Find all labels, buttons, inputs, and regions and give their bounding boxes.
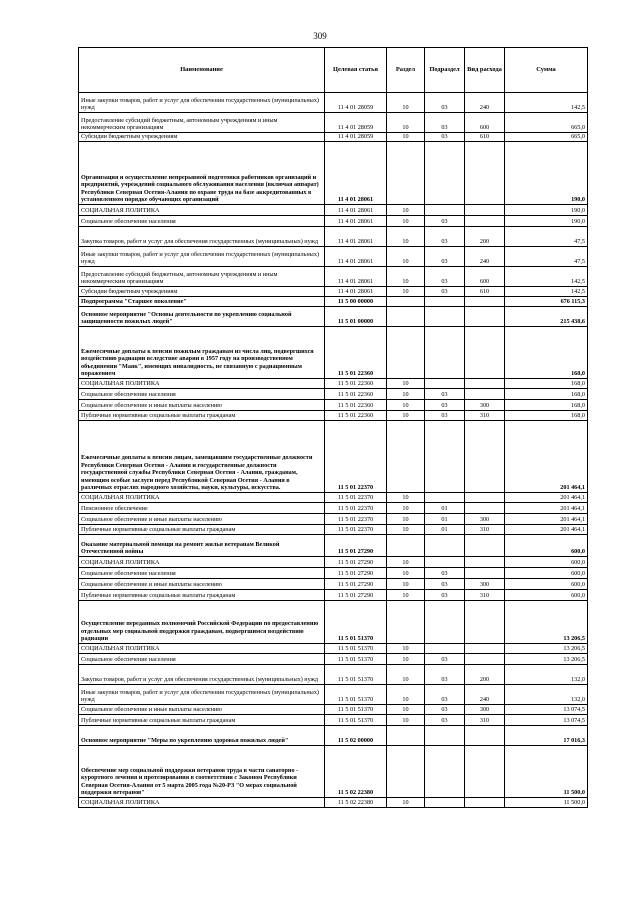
cell-expense-type [465, 205, 505, 216]
cell-name: СОЦИАЛЬНАЯ ПОЛИТИКА [79, 798, 325, 808]
cell-sum: 665,0 [505, 133, 588, 142]
table-row [79, 590, 588, 601]
cell-code: 11 5 01 27290 [325, 590, 387, 601]
cell-code: 11 4 01 28061 [325, 287, 387, 297]
cell-code: 11 5 02 22380 [325, 798, 387, 808]
cell-sum: 168,0 [505, 379, 588, 389]
cell-sum: 201 464,1 [505, 514, 588, 525]
cell-code: 11 4 01 28061 [325, 247, 387, 267]
cell-section: 10 [387, 503, 425, 514]
cell-section: 10 [387, 557, 425, 568]
cell-sum: 600,0 [505, 590, 588, 601]
cell-sum: 201 464,1 [505, 525, 588, 535]
cell-name: Публичные нормативные социальные выплаты гражданам [79, 590, 325, 601]
cell-subsection [425, 297, 465, 307]
table-row [79, 307, 588, 327]
cell-section: 10 [387, 798, 425, 808]
cell-subsection: 03 [425, 133, 465, 142]
cell-section: 10 [387, 568, 425, 579]
cell-name: Ежемесячные доплаты к пенсии лицам, замещавшим государственные должности Республики Северная Осетия - Алания и государственные должности государственной службы Республики Северная Осетия - Алания, гражданам, имеющим особые заслуги перед Республикой Северная Осетия - Алания в различных отраслях народного хозяйства, науки, культуры, искусства. [79, 421, 325, 493]
cell-section: 10 [387, 705, 425, 715]
cell-sum: 11 500,0 [505, 798, 588, 808]
cell-section [387, 726, 425, 746]
cell-sum: 600,0 [505, 535, 588, 557]
cell-sum: 190,0 [505, 142, 588, 205]
cell-subsection: 03 [425, 267, 465, 287]
cell-sum: 168,0 [505, 389, 588, 400]
cell-subsection [425, 205, 465, 216]
cell-expense-type [465, 726, 505, 746]
cell-sum: 215 438,6 [505, 307, 588, 327]
table-row [79, 113, 588, 133]
column-header-section: Раздел [387, 48, 425, 93]
cell-section: 10 [387, 287, 425, 297]
cell-code: 11 4 01 28059 [325, 133, 387, 142]
cell-expense-type: 240 [465, 685, 505, 705]
table-row [79, 665, 588, 685]
table-row [79, 267, 588, 287]
table-row [79, 142, 588, 205]
cell-name: Социальное обеспечение населения [79, 568, 325, 579]
cell-code: 11 4 01 28061 [325, 216, 387, 227]
cell-sum: 47,5 [505, 227, 588, 247]
cell-expense-type [465, 379, 505, 389]
cell-code: 11 5 01 22360 [325, 411, 387, 421]
cell-subsection [425, 142, 465, 205]
table-row [79, 205, 588, 216]
cell-subsection: 03 [425, 705, 465, 715]
cell-code: 11 5 01 22360 [325, 327, 387, 379]
cell-expense-type: 240 [465, 247, 505, 267]
table-row [79, 133, 588, 142]
cell-name: Субсидии бюджетным учреждениям [79, 133, 325, 142]
cell-name: СОЦИАЛЬНАЯ ПОЛИТИКА [79, 205, 325, 216]
cell-section: 10 [387, 205, 425, 216]
table-row [79, 798, 588, 808]
cell-code: 11 5 01 22360 [325, 400, 387, 411]
cell-subsection: 01 [425, 514, 465, 525]
table-row [79, 715, 588, 726]
cell-name: Основное мероприятие "Основы деятельности по укреплению социальной защищенности пожилых людей" [79, 307, 325, 327]
cell-code: 11 5 01 22370 [325, 525, 387, 535]
cell-expense-type [465, 568, 505, 579]
cell-name: Иные закупки товаров, работ и услуг для обеспечения государственных (муниципальных) нужд [79, 247, 325, 267]
cell-expense-type: 300 [465, 514, 505, 525]
cell-name: Публичные нормативные социальные выплаты гражданам [79, 715, 325, 726]
cell-section [387, 535, 425, 557]
cell-code: 11 4 01 28059 [325, 93, 387, 113]
cell-subsection: 03 [425, 411, 465, 421]
cell-subsection [425, 726, 465, 746]
cell-sum: 201 464,1 [505, 421, 588, 493]
cell-subsection [425, 557, 465, 568]
cell-expense-type [465, 654, 505, 665]
cell-subsection: 03 [425, 715, 465, 726]
cell-subsection [425, 379, 465, 389]
cell-expense-type [465, 297, 505, 307]
cell-expense-type: 300 [465, 400, 505, 411]
cell-sum: 168,0 [505, 411, 588, 421]
table-row [79, 726, 588, 746]
cell-subsection: 03 [425, 665, 465, 685]
table-row [79, 247, 588, 267]
table-row [79, 93, 588, 113]
cell-section [387, 297, 425, 307]
cell-subsection [425, 601, 465, 644]
cell-expense-type [465, 746, 505, 798]
table-row [79, 535, 588, 557]
column-header-expense-type: Вид расхода [465, 48, 505, 93]
cell-section: 10 [387, 644, 425, 654]
cell-subsection: 03 [425, 287, 465, 297]
cell-expense-type [465, 327, 505, 379]
cell-code: 11 5 01 22370 [325, 503, 387, 514]
cell-code: 11 5 01 00000 [325, 307, 387, 327]
cell-section: 10 [387, 267, 425, 287]
cell-subsection: 03 [425, 113, 465, 133]
cell-name: Социальное обеспечение населения [79, 216, 325, 227]
cell-subsection: 03 [425, 590, 465, 601]
cell-code: 11 5 01 27290 [325, 557, 387, 568]
cell-section: 10 [387, 665, 425, 685]
cell-expense-type: 600 [465, 113, 505, 133]
cell-name: Подпрограмма "Старшее поколение" [79, 297, 325, 307]
cell-name: СОЦИАЛЬНАЯ ПОЛИТИКА [79, 644, 325, 654]
cell-sum: 676 115,3 [505, 297, 588, 307]
cell-subsection: 03 [425, 568, 465, 579]
cell-code: 11 5 01 22370 [325, 514, 387, 525]
cell-code: 11 4 01 28061 [325, 142, 387, 205]
table-row [79, 579, 588, 590]
table-row [79, 327, 588, 379]
cell-expense-type [465, 421, 505, 493]
cell-name: Субсидии бюджетным учреждениям [79, 287, 325, 297]
table-row [79, 216, 588, 227]
column-header-name: Наименование [79, 48, 325, 93]
cell-expense-type [465, 535, 505, 557]
cell-code: 11 5 01 27290 [325, 535, 387, 557]
cell-name: Социальное обеспечение населения [79, 654, 325, 665]
cell-expense-type: 310 [465, 525, 505, 535]
table-row [79, 685, 588, 705]
cell-name: Организация и осуществление непрерывной подготовки работников организаций и предприятий, учреждений социального обслуживания населения (включая аппарат) Республики Северная Осетия-Алания по охране труда на базе аккредитованных в установленном порядке обучающих организаций [79, 142, 325, 205]
cell-expense-type: 200 [465, 665, 505, 685]
cell-sum: 11 500,0 [505, 746, 588, 798]
cell-expense-type [465, 557, 505, 568]
table-row [79, 379, 588, 389]
cell-sum: 142,5 [505, 267, 588, 287]
cell-subsection [425, 798, 465, 808]
cell-expense-type [465, 216, 505, 227]
cell-name: Пенсионное обеспечение [79, 503, 325, 514]
cell-section: 10 [387, 113, 425, 133]
cell-code: 11 4 01 28061 [325, 267, 387, 287]
cell-expense-type [465, 798, 505, 808]
cell-section: 10 [387, 227, 425, 247]
cell-section: 10 [387, 133, 425, 142]
cell-subsection: 03 [425, 93, 465, 113]
cell-name: Публичные нормативные социальные выплаты гражданам [79, 411, 325, 421]
budget-table [78, 47, 588, 808]
cell-name: СОЦИАЛЬНАЯ ПОЛИТИКА [79, 379, 325, 389]
table-row [79, 421, 588, 493]
table-row [79, 705, 588, 715]
cell-sum: 132,0 [505, 665, 588, 685]
cell-expense-type: 610 [465, 287, 505, 297]
cell-expense-type: 300 [465, 579, 505, 590]
cell-code: 11 5 00 00000 [325, 297, 387, 307]
cell-name: Социальное обеспечение и иные выплаты населению [79, 400, 325, 411]
table-row [79, 400, 588, 411]
cell-code: 11 5 02 00000 [325, 726, 387, 746]
cell-sum: 13 206,5 [505, 644, 588, 654]
cell-sum: 168,0 [505, 400, 588, 411]
cell-expense-type: 200 [465, 227, 505, 247]
cell-expense-type [465, 389, 505, 400]
table-row [79, 654, 588, 665]
table-row [79, 503, 588, 514]
cell-expense-type [465, 644, 505, 654]
table-row [79, 411, 588, 421]
cell-section [387, 307, 425, 327]
cell-name: Ежемесячные доплаты к пенсии пожилым гражданам из числа лиц, подвергшихся воздействию радиации вследствие аварии в 1957 году на производственном объединении "Маяк", имеющих инвалидность, не связанную с радиационным поражением [79, 327, 325, 379]
cell-section: 10 [387, 579, 425, 590]
cell-code: 11 5 01 51370 [325, 601, 387, 644]
cell-code: 11 5 01 22360 [325, 389, 387, 400]
cell-section [387, 142, 425, 205]
cell-sum: 13 074,5 [505, 705, 588, 715]
cell-name: Осуществление переданных полномочий Российской Федерации по предоставлению отдельных мер социальной поддержки гражданам, подвергшимся воздействию радиации [79, 601, 325, 644]
page-number: 309 [313, 31, 327, 41]
cell-subsection: 03 [425, 216, 465, 227]
table-row [79, 297, 588, 307]
cell-subsection: 03 [425, 685, 465, 705]
cell-name: Закупка товаров, работ и услуг для обеспечения государственных (муниципальных) нужд [79, 227, 325, 247]
cell-name: Основное мероприятие "Меры по укреплению здоровья пожилых людей" [79, 726, 325, 746]
cell-section: 10 [387, 411, 425, 421]
cell-expense-type: 310 [465, 715, 505, 726]
cell-code: 11 5 01 51370 [325, 715, 387, 726]
cell-code: 11 5 02 22380 [325, 746, 387, 798]
cell-sum: 201 464,1 [505, 503, 588, 514]
cell-name: Социальное обеспечение населения [79, 389, 325, 400]
cell-code: 11 4 01 28061 [325, 227, 387, 247]
table-row [79, 568, 588, 579]
cell-section: 10 [387, 590, 425, 601]
cell-sum: 168,0 [505, 327, 588, 379]
column-header-code: Целевая статья [325, 48, 387, 93]
table-row [79, 227, 588, 247]
cell-sum: 13 206,5 [505, 654, 588, 665]
cell-name: Иные закупки товаров, работ и услуг для обеспечения государственных (муниципальных) нужд [79, 685, 325, 705]
cell-section: 10 [387, 216, 425, 227]
cell-code: 11 5 01 51370 [325, 705, 387, 715]
cell-name: СОЦИАЛЬНАЯ ПОЛИТИКА [79, 557, 325, 568]
cell-code: 11 5 01 27290 [325, 568, 387, 579]
cell-subsection [425, 535, 465, 557]
cell-sum: 665,0 [505, 113, 588, 133]
cell-code: 11 4 01 28061 [325, 205, 387, 216]
cell-section: 10 [387, 379, 425, 389]
cell-sum: 600,0 [505, 579, 588, 590]
cell-subsection: 03 [425, 389, 465, 400]
cell-section: 10 [387, 715, 425, 726]
cell-section: 10 [387, 493, 425, 503]
table-row [79, 493, 588, 503]
table-row [79, 525, 588, 535]
cell-subsection [425, 421, 465, 493]
table-row [79, 746, 588, 798]
cell-code: 11 5 01 51370 [325, 685, 387, 705]
cell-sum: 13 074,5 [505, 715, 588, 726]
cell-code: 11 5 01 22370 [325, 421, 387, 493]
table-row [79, 644, 588, 654]
cell-name: Социальное обеспечение и иные выплаты населению [79, 705, 325, 715]
cell-subsection [425, 493, 465, 503]
cell-name: Социальное обеспечение и иные выплаты населению [79, 579, 325, 590]
cell-section: 10 [387, 247, 425, 267]
cell-subsection: 01 [425, 503, 465, 514]
cell-code: 11 5 01 51370 [325, 644, 387, 654]
cell-code: 11 5 01 51370 [325, 665, 387, 685]
table-row [79, 557, 588, 568]
cell-expense-type [465, 493, 505, 503]
cell-code: 11 5 01 27290 [325, 579, 387, 590]
cell-expense-type [465, 307, 505, 327]
cell-sum: 13 206,5 [505, 601, 588, 644]
cell-name: Публичные нормативные социальные выплаты гражданам [79, 525, 325, 535]
table-row [79, 601, 588, 644]
cell-subsection: 03 [425, 247, 465, 267]
cell-sum: 142,5 [505, 93, 588, 113]
cell-expense-type: 310 [465, 590, 505, 601]
cell-section [387, 746, 425, 798]
cell-name: Закупка товаров, работ и услуг для обеспечения государственных (муниципальных) нужд [79, 665, 325, 685]
table-row [79, 287, 588, 297]
cell-name: Предоставление субсидий бюджетным, автономным учреждениям и иным некоммерческим организациям [79, 113, 325, 133]
cell-sum: 132,0 [505, 685, 588, 705]
cell-sum: 47,5 [505, 247, 588, 267]
cell-expense-type: 600 [465, 267, 505, 287]
column-header-sum: Сумма [505, 48, 588, 93]
cell-section: 10 [387, 389, 425, 400]
cell-section: 10 [387, 400, 425, 411]
cell-sum: 17 016,3 [505, 726, 588, 746]
cell-subsection [425, 327, 465, 379]
cell-name: Обеспечение мер социальной поддержки ветеранов труда в части санаторно - курортного лечения и протезирования в соответствии с Законом Республики Северная Осетия-Алания от 5 марта 2005 года №20-РЗ "О мерах социальной поддержки ветеранов" [79, 746, 325, 798]
cell-subsection: 03 [425, 654, 465, 665]
cell-subsection: 03 [425, 227, 465, 247]
cell-sum: 201 464,1 [505, 493, 588, 503]
cell-subsection [425, 644, 465, 654]
cell-section [387, 601, 425, 644]
cell-name: Предоставление субсидий бюджетным, автономным учреждениям и иным некоммерческим организациям [79, 267, 325, 287]
cell-sum: 600,0 [505, 557, 588, 568]
cell-sum: 600,0 [505, 568, 588, 579]
table-header-row [79, 48, 588, 93]
cell-subsection: 01 [425, 525, 465, 535]
cell-code: 11 5 01 22370 [325, 493, 387, 503]
cell-section: 10 [387, 525, 425, 535]
cell-expense-type: 300 [465, 705, 505, 715]
cell-code: 11 5 01 22360 [325, 379, 387, 389]
cell-section [387, 327, 425, 379]
column-header-subsection: Подраздел [425, 48, 465, 93]
table-row [79, 514, 588, 525]
cell-expense-type [465, 142, 505, 205]
cell-expense-type: 610 [465, 133, 505, 142]
cell-subsection: 03 [425, 579, 465, 590]
cell-name: Оказание материальной помощи на ремонт жилья ветеранам Великой Отечественной войны [79, 535, 325, 557]
cell-section: 10 [387, 514, 425, 525]
cell-expense-type: 240 [465, 93, 505, 113]
cell-subsection: 03 [425, 400, 465, 411]
table-row [79, 389, 588, 400]
cell-expense-type: 310 [465, 411, 505, 421]
cell-name: Иные закупки товаров, работ и услуг для обеспечения государственных (муниципальных) нужд [79, 93, 325, 113]
cell-sum: 190,0 [505, 216, 588, 227]
cell-section [387, 421, 425, 493]
cell-section: 10 [387, 685, 425, 705]
cell-expense-type [465, 601, 505, 644]
cell-code: 11 4 01 28059 [325, 113, 387, 133]
cell-name: Социальное обеспечение и иные выплаты населению [79, 514, 325, 525]
cell-sum: 190,0 [505, 205, 588, 216]
cell-name: СОЦИАЛЬНАЯ ПОЛИТИКА [79, 493, 325, 503]
cell-section: 10 [387, 93, 425, 113]
cell-section: 10 [387, 654, 425, 665]
cell-expense-type [465, 503, 505, 514]
cell-subsection [425, 746, 465, 798]
cell-sum: 142,5 [505, 287, 588, 297]
cell-code: 11 5 01 51370 [325, 654, 387, 665]
cell-subsection [425, 307, 465, 327]
